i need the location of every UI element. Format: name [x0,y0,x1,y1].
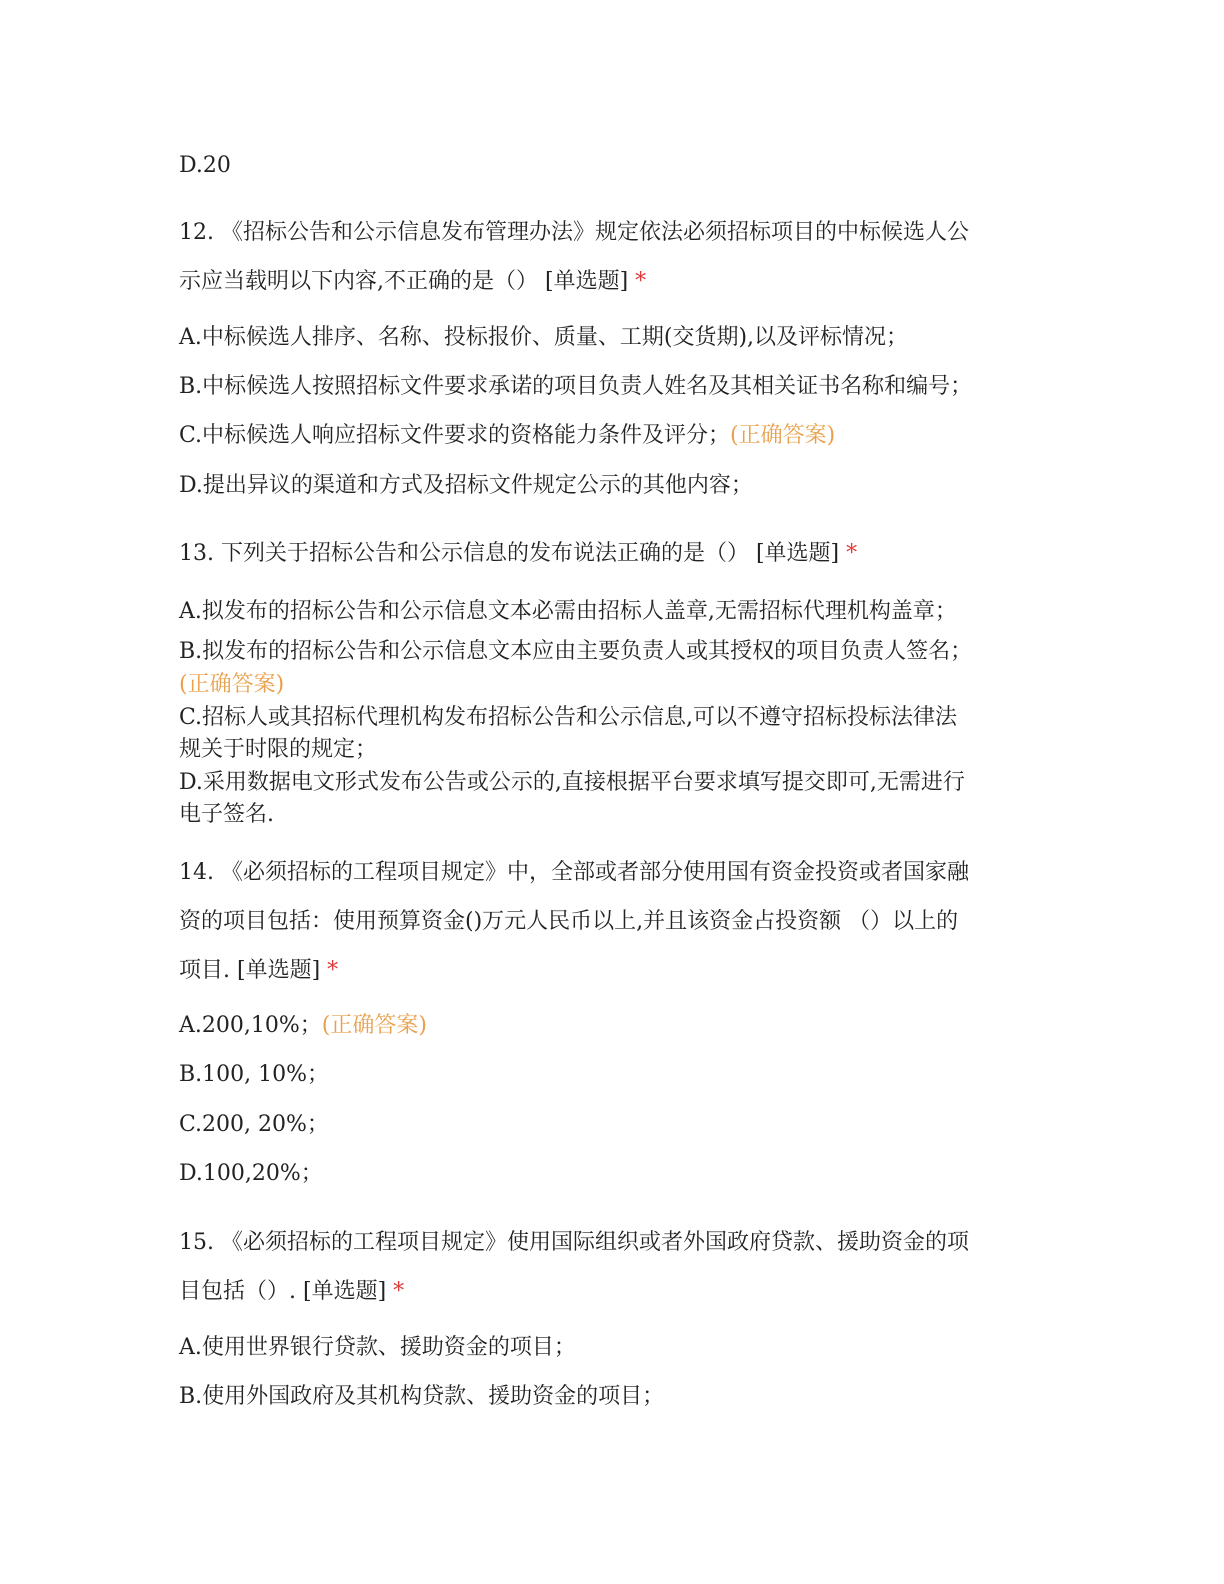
correct-answer-mark: (正确答案) [321,1013,427,1038]
q13-option-d-line2: 电子签名. [179,802,274,827]
q13-option-c-line2: 规关于时限的规定； [179,737,378,762]
q12-title-line1: 12. 《招标公告和公示信息发布管理办法》规定依法必须招标项目的中标候选人公 [179,220,969,245]
q13-title [179,538,1039,570]
q11-option-d: D.20 [179,153,231,178]
correct-answer-mark: (正确答案) [730,423,836,448]
q12-option-b: B.中标候选人按照招标文件要求承诺的项目负责人姓名及其相关证书名称和编号； [179,374,973,399]
q12-option-d: D.提出异议的渠道和方式及招标文件规定公示的其他内容； [179,473,753,498]
required-star: * [846,541,858,566]
required-star: * [327,958,339,983]
q12-option-a: A.中标候选人排序、名称、投标报价、质量、工期(交货期),以及评标情况； [179,325,909,350]
q13-option-a: A.拟发布的招标公告和公示信息文本必需由招标人盖章,无需招标代理机构盖章； [179,599,957,624]
q14-option-c: C.200, 20%； [179,1112,329,1137]
q14-title-line3 [179,955,1039,987]
required-star: * [635,269,647,294]
q14-option-a-text: A.200,10%； [179,1013,322,1038]
q13-option-c-line1: C.招标人或其招标代理机构发布招标公告和公示信息,可以不遵守招标投标法律法 [179,705,958,730]
q13-option-b: B.拟发布的招标公告和公示信息文本应由主要负责人或其授权的项目负责人签名； [179,639,973,664]
q14-title-line2: 资的项目包括：使用预算资金()万元人民币以上,并且该资金占投资额 （）以上的 [179,909,959,934]
required-star: * [393,1279,405,1304]
q13-option-d-line1: D.采用数据电文形式发布公告或公示的,直接根据平台要求填写提交即可,无需进行 [179,770,965,795]
q14-option-d: D.100,20%； [179,1161,323,1186]
q15-title-text: 目包括（）. [单选题] [179,1279,387,1304]
q14-option-b: B.100, 10%； [179,1062,330,1087]
correct-answer-mark: (正确答案) [179,672,285,697]
q12-option-c-text: C.中标候选人响应招标文件要求的资格能力条件及评分； [179,423,731,448]
q14-option-a [179,1010,1039,1042]
q12-title-text: 示应当载明以下内容,不正确的是（） [单选题] [179,269,629,294]
q15-option-b: B.使用外国政府及其机构贷款、援助资金的项目； [179,1384,665,1409]
q15-option-a: A.使用世界银行贷款、援助资金的项目； [179,1335,576,1360]
q12-title-line2 [179,266,1039,298]
q15-title-line2 [179,1276,1039,1308]
q12-option-c [179,420,1039,452]
q13-title-text: 13. 下列关于招标公告和公示信息的发布说法正确的是（） [单选题] [179,541,840,566]
q14-title-text: 项目. [单选题] [179,958,321,983]
q14-title-line1: 14. 《必须招标的工程项目规定》中，全部或者部分使用国有资金投资或者国家融 [179,860,969,885]
q15-title-line1: 15. 《必须招标的工程项目规定》使用国际组织或者外国政府贷款、援助资金的项 [179,1230,969,1255]
